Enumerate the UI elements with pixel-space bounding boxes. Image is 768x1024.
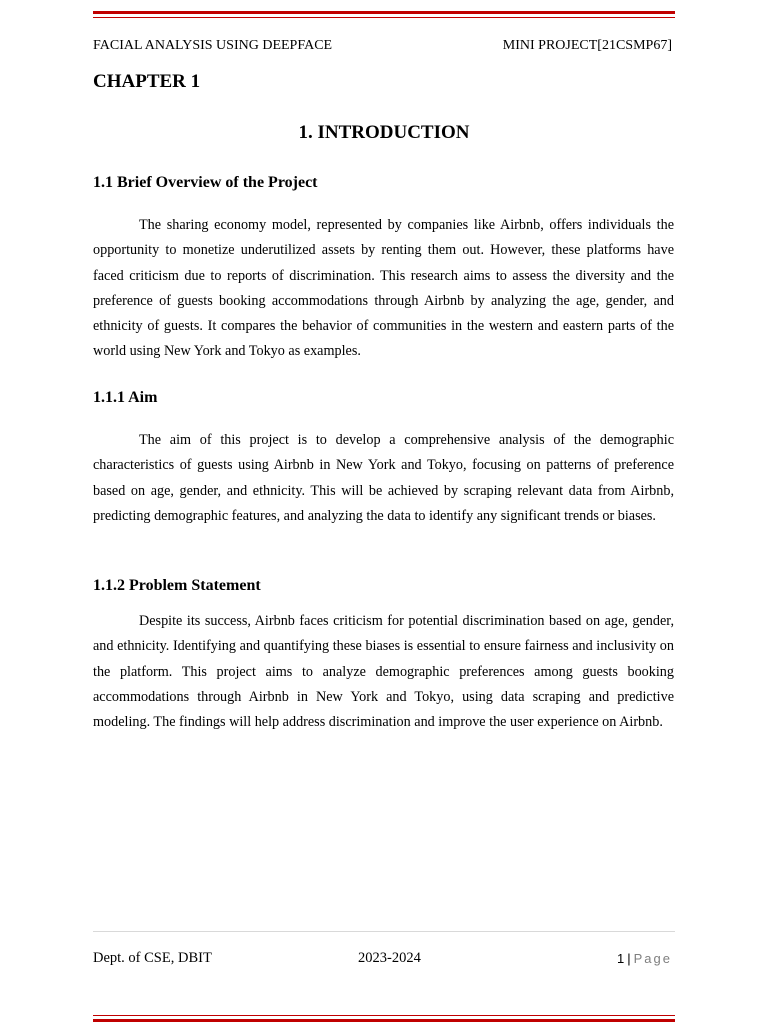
footer-divider [93,931,675,932]
bottom-border-thin [93,1015,675,1016]
page-separator: | [627,951,631,966]
top-border-thick [93,11,675,14]
header-document-title: FACIAL ANALYSIS USING DEEPFACE [93,38,333,53]
page-label: Page [633,951,672,966]
paragraph-overview: The sharing economy model, represented by companies like Airbnb, offers individuals the opportunity to monetize underutilized assets by renting them out. However, these platforms have faced criticism due to reports of discrimination. This research aims to assess the diversity and the preference of guests booking accommodations through Airbnb by analyzing the age, gender, and ethnicity of guests. It compares the behavior of communities in the western and eastern parts of the world using New York and Tokyo as examples. [93,217,674,360]
section-heading-overview: 1.1 Brief Overview of the Project [93,174,318,191]
top-border-thin [93,17,675,18]
section-heading-problem: 1.1.2 Problem Statement [93,577,261,594]
bottom-border-thick [93,1019,675,1022]
paragraph-aim: The aim of this project is to develop a comprehensive analysis of the demographic characteristics of guests using Airbnb in New York and Tokyo, focusing on patterns of preference based on age, gender, and ethnicity. This will be achieved by scraping relevant data from Airbnb, predicting demographic features, and analyzing the data to identify any significant trends or biases. [93,432,674,524]
paragraph-problem: Despite its success, Airbnb faces criticism for potential discrimination based on age, gender, and ethnicity. Identifying and quantifying these biases is essential to ensure fairness and inclusivity on the platform. This project aims to analyze demographic preferences among guests booking accommodations through Airbnb in New York and Tokyo, using data scraping and predictive modeling. The findings will help address discrimination and improve the user experience on Airbnb. [93,613,674,731]
header-project-code: MINI PROJECT[21CSMP67] [502,38,672,53]
page-title: 1. INTRODUCTION [298,122,470,143]
footer-academic-year: 2023-2024 [358,950,421,966]
page-number: 1 [617,951,625,966]
chapter-label: CHAPTER 1 [93,71,201,92]
footer-department: Dept. of CSE, DBIT [93,950,212,966]
section-heading-aim: 1.1.1 Aim [93,389,158,406]
footer-page-indicator [617,951,672,967]
